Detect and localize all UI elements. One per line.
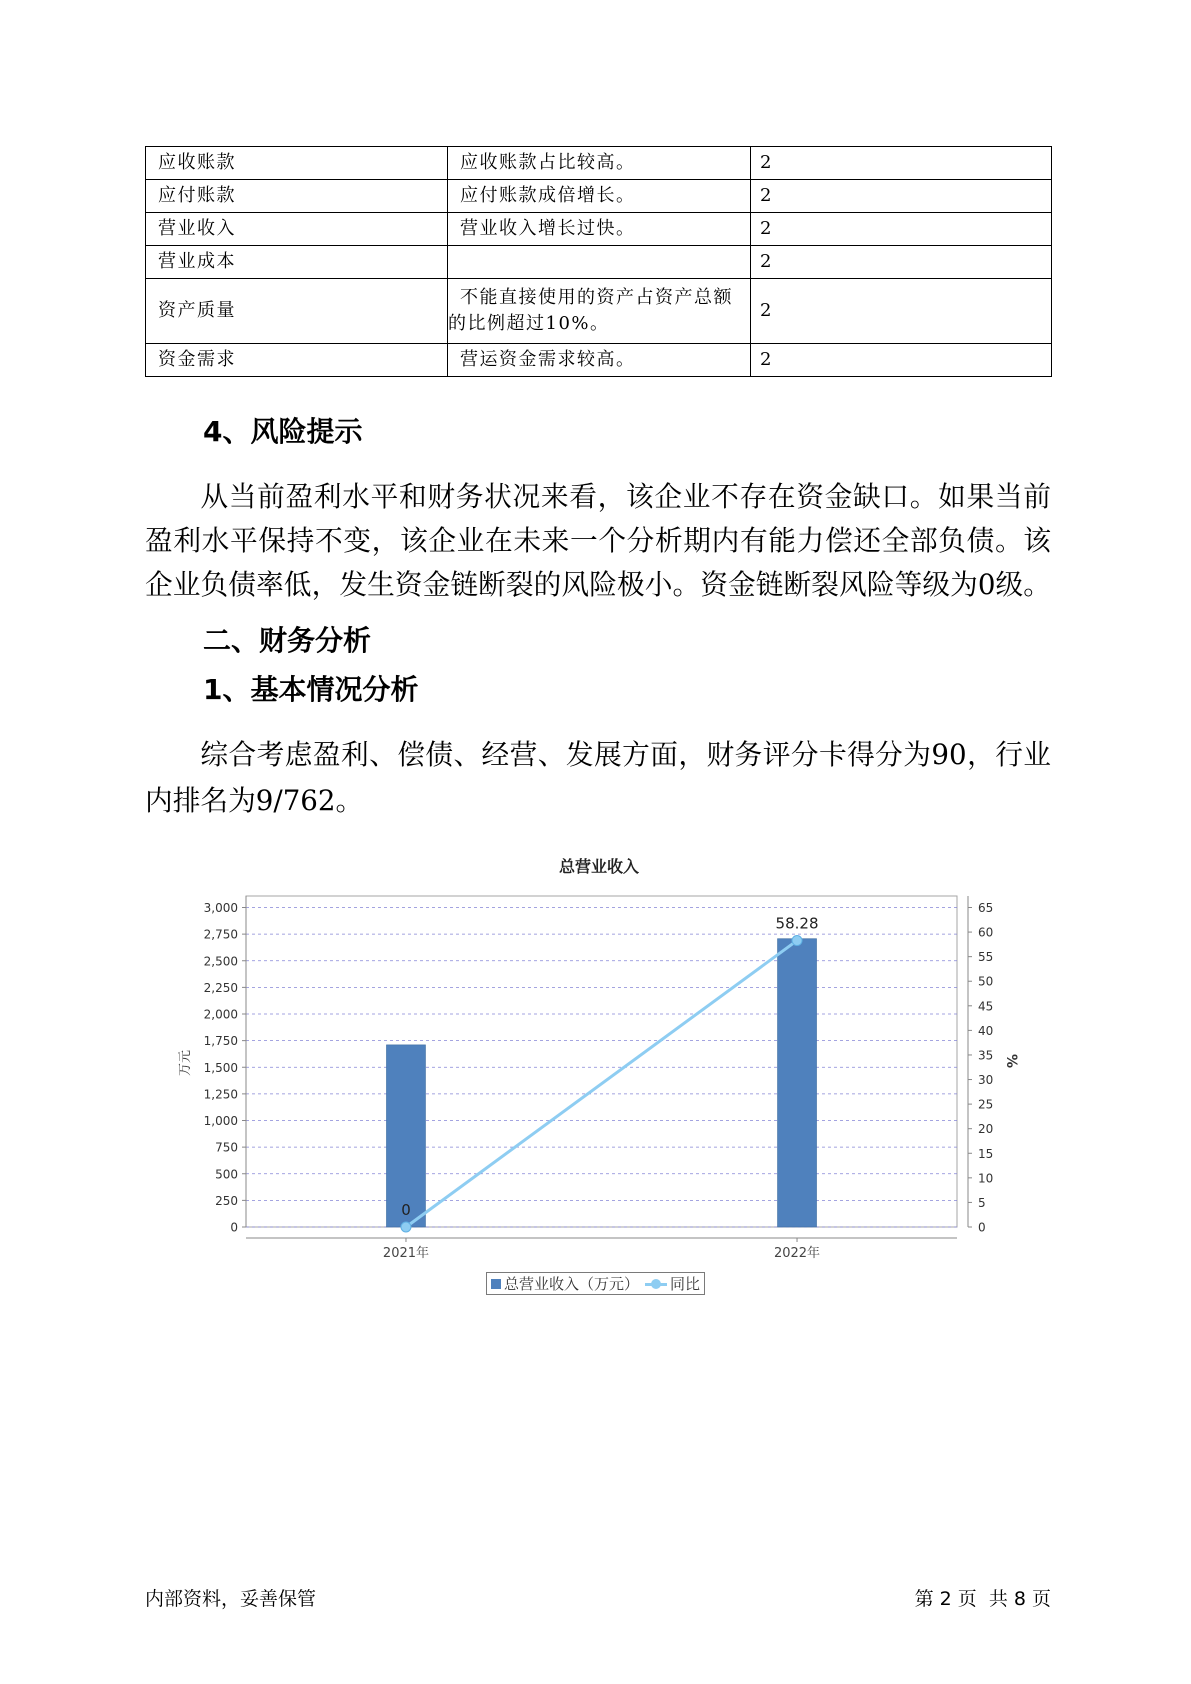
table-cell-description: 不能直接使用的资产占资产总额的比例超过10%。: [448, 279, 751, 344]
y-right-tick-label: 45: [978, 999, 994, 1014]
y-right-tick-label: 30: [978, 1073, 994, 1088]
table-cell-level: 2: [751, 344, 1052, 377]
y-tick-label: 3,000: [203, 901, 238, 915]
paragraph-line: 从当前盈利水平和财务状况来看，该企业不存在资金缺口。如果当前: [200, 480, 1051, 513]
paragraph-line: 内排名为9/762。: [145, 784, 364, 817]
y-axis-right-label: %: [1003, 1053, 1019, 1069]
paragraph-line: 盈利水平保持不变，该企业在未来一个分析期内有能力偿还全部负债。该: [145, 524, 1051, 557]
table-cell-item: 营业成本: [146, 246, 448, 279]
section-heading-risk: 4、风险提示: [203, 415, 363, 448]
y-right-tick-label: 5: [978, 1195, 986, 1210]
yoy-data-label: 0: [401, 1201, 411, 1219]
legend-label-revenue: 总营业收入（万元）: [504, 1275, 640, 1293]
table-cell-description: [448, 246, 751, 279]
footer-confidential-note: 内部资料，妥善保管: [145, 1588, 317, 1610]
y-axis-label: 万元: [178, 1049, 193, 1077]
x-tick-label: 2021年: [382, 1246, 430, 1261]
table-cell-level: 2: [751, 147, 1052, 180]
y-tick-label: 1,000: [203, 1114, 238, 1128]
x-tick-label: 2022年: [773, 1246, 821, 1261]
revenue-chart: [160, 850, 1040, 1270]
revenue-bar: [778, 939, 817, 1227]
table-cell-level: 2: [751, 279, 1052, 344]
yoy-data-label: 58.28: [775, 914, 819, 933]
legend-swatch-line: [645, 1279, 667, 1289]
y-right-tick-label: 10: [978, 1171, 994, 1186]
paragraph-line: 综合考虑盈利、偿债、经营、发展方面，财务评分卡得分为90，行业: [200, 738, 1051, 771]
revenue-bar: [386, 1045, 425, 1227]
y-right-tick-label: 15: [978, 1146, 994, 1161]
y-right-tick-label: 65: [978, 901, 994, 915]
y-tick-label: 2,250: [203, 980, 238, 995]
y-tick-label: 1,750: [203, 1034, 238, 1049]
table-row: [146, 246, 1052, 279]
y-tick-label: 0: [230, 1220, 238, 1235]
y-tick-label: 2,750: [203, 927, 238, 942]
y-right-tick-label: 60: [978, 925, 994, 940]
table-row: [146, 279, 1052, 344]
table-cell-description: 营业收入增长过快。: [448, 213, 751, 246]
yoy-point: [401, 1222, 411, 1232]
risk-indicator-table: [145, 146, 1052, 377]
y-tick-label: 750: [215, 1140, 238, 1155]
table-cell-level: 2: [751, 213, 1052, 246]
table-cell-item: 应收账款: [146, 147, 448, 180]
y-right-tick-label: 40: [978, 1023, 994, 1038]
y-right-tick-label: 0: [978, 1220, 986, 1235]
table-cell-item: 资产质量: [146, 279, 448, 344]
section-heading-finance: 二、财务分析: [203, 624, 372, 657]
table-row: [146, 180, 1052, 213]
y-tick-label: 500: [215, 1167, 238, 1182]
table-cell-item: 资金需求: [146, 344, 448, 377]
y-tick-label: 1,500: [203, 1060, 238, 1075]
footer-page-number: 第 2 页 共 8 页: [914, 1588, 1051, 1610]
yoy-point: [792, 936, 802, 946]
y-tick-label: 1,250: [203, 1087, 238, 1102]
y-tick-label: 2,000: [203, 1007, 238, 1022]
table-row: [146, 344, 1052, 377]
y-tick-label: 250: [215, 1193, 238, 1208]
table-cell-level: 2: [751, 180, 1052, 213]
table-cell-level: 2: [751, 246, 1052, 279]
y-right-tick-label: 35: [978, 1048, 994, 1063]
legend-swatch-bar: [491, 1279, 501, 1289]
paragraph-risk: [145, 475, 1051, 607]
y-right-tick-label: 55: [978, 950, 994, 965]
table-cell-description: 应付账款成倍增长。: [448, 180, 751, 213]
plot-area: [246, 896, 957, 1227]
section-heading-basic: 1、基本情况分析: [203, 673, 419, 706]
table-cell-description: 应收账款占比较高。: [448, 147, 751, 180]
y-right-tick-label: 20: [978, 1122, 994, 1137]
y-tick-label: 2,500: [203, 954, 238, 969]
paragraph-line: 企业负债率低，发生资金链断裂的风险极小。资金链断裂风险等级为0级。: [145, 568, 1051, 601]
legend-label-yoy: 同比: [670, 1275, 701, 1293]
y-right-tick-label: 50: [978, 974, 994, 989]
legend-marker-dot: [651, 1279, 661, 1289]
paragraph-basic: [145, 732, 1051, 824]
chart-title: 总营业收入: [558, 857, 640, 876]
table-cell-item: 应付账款: [146, 180, 448, 213]
chart-legend: [486, 1272, 705, 1295]
table-row: [146, 147, 1052, 180]
table-cell-description: 营运资金需求较高。: [448, 344, 751, 377]
y-right-tick-label: 25: [978, 1097, 994, 1112]
table-cell-item: 营业收入: [146, 213, 448, 246]
table-row: [146, 213, 1052, 246]
